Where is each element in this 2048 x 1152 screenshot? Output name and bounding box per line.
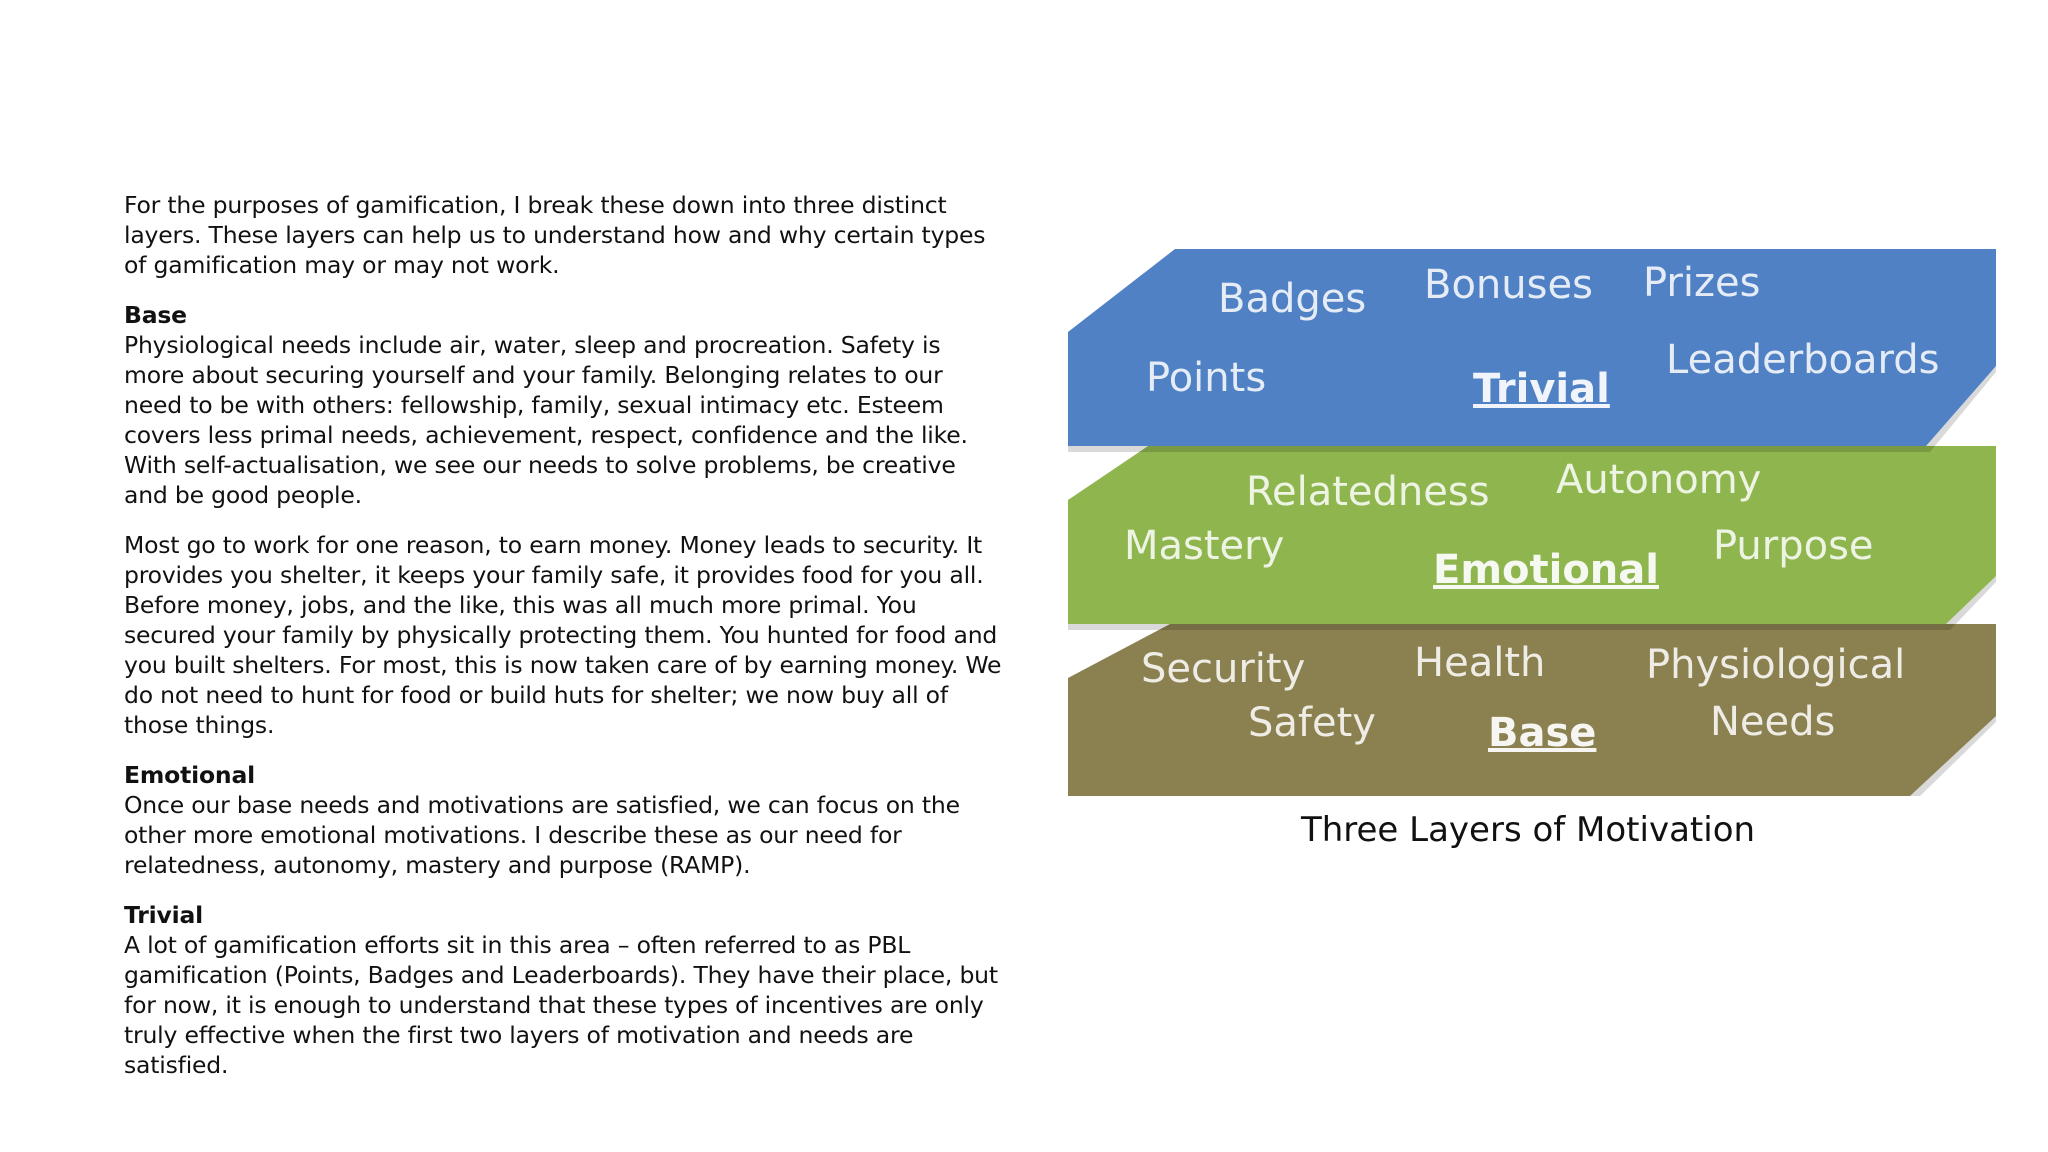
trivial-word-badges: Badges [1218, 276, 1367, 322]
base-word-physiological: Physiological [1646, 642, 1906, 688]
emotional-word-autonomy: Autonomy [1556, 457, 1762, 503]
trivial-word-prizes: Prizes [1643, 260, 1761, 306]
motivation-layers-figure [1068, 246, 1996, 796]
section-emotional-paragraph: Once our base needs and motivations are satisfied, we can focus on the other more emotional motivations. I describe these as our need for relatedness, autonomy, mastery and purpose (RAMP). [124, 791, 960, 879]
section-trivial [124, 900, 1004, 1080]
trivial-word-bonuses: Bonuses [1424, 262, 1593, 308]
emotional-word-mastery: Mastery [1124, 523, 1285, 569]
emotional-word-relatedness: Relatedness [1246, 469, 1490, 515]
base-word-health: Health [1414, 640, 1546, 686]
base-word-security: Security [1141, 646, 1306, 692]
base-word-safety: Safety [1248, 700, 1376, 746]
section-heading-trivial: Trivial [124, 901, 203, 929]
intro-paragraph: For the purposes of gamification, I break these down into three distinct layers. These layers can help us to understand how and why certain types of gamification may or may not work. [124, 191, 986, 279]
section-heading-base: Base [124, 301, 187, 329]
motivation-layers-diagram [1068, 246, 1996, 796]
trivial-layer-name: Trivial [1473, 366, 1610, 412]
emotional-word-purpose: Purpose [1713, 523, 1874, 569]
section-base [124, 300, 1004, 510]
section-base-paragraph-2: Most go to work for one reason, to earn money. Money leads to security. It provides you shelter, it keeps your family safe, it provides food for you all. Before money, jobs, and the like, this was all much more primal. You secured your family by physically protecting them. You hunted for food and you built shelters. For most, this is now taken care of by earning money. We do not need to hunt for food or build huts for shelter; we now buy all of those things. [124, 531, 1002, 739]
base-layer-name: Base [1488, 710, 1597, 756]
trivial-word-leaderboards: Leaderboards [1666, 337, 1940, 383]
section-heading-emotional: Emotional [124, 761, 255, 789]
figure-caption: Three Layers of Motivation [1300, 810, 1756, 850]
trivial-word-points: Points [1146, 355, 1267, 401]
base-word-needs: Needs [1710, 699, 1836, 745]
article-text [124, 190, 1004, 1100]
section-base-paragraph-1: Physiological needs include air, water, sleep and procreation. Safety is more about securing yourself and your family. Belonging relates to our need to be with others: fellowship, family, sexual intimacy etc. Esteem covers less primal needs, achievement, respect, confidence and the like. With self-actualisation, we see our needs to solve problems, be creative and be good people. [124, 331, 968, 509]
emotional-layer-name: Emotional [1433, 547, 1659, 593]
section-emotional [124, 760, 1004, 880]
section-trivial-paragraph: A lot of gamification efforts sit in this area – often referred to as PBL gamification (Points, Badges and Leaderboards). They have their place, but for now, it is enough to understand that these types of incentives are only truly effective when the first two layers of motivation and needs are satisfied. [124, 931, 998, 1079]
